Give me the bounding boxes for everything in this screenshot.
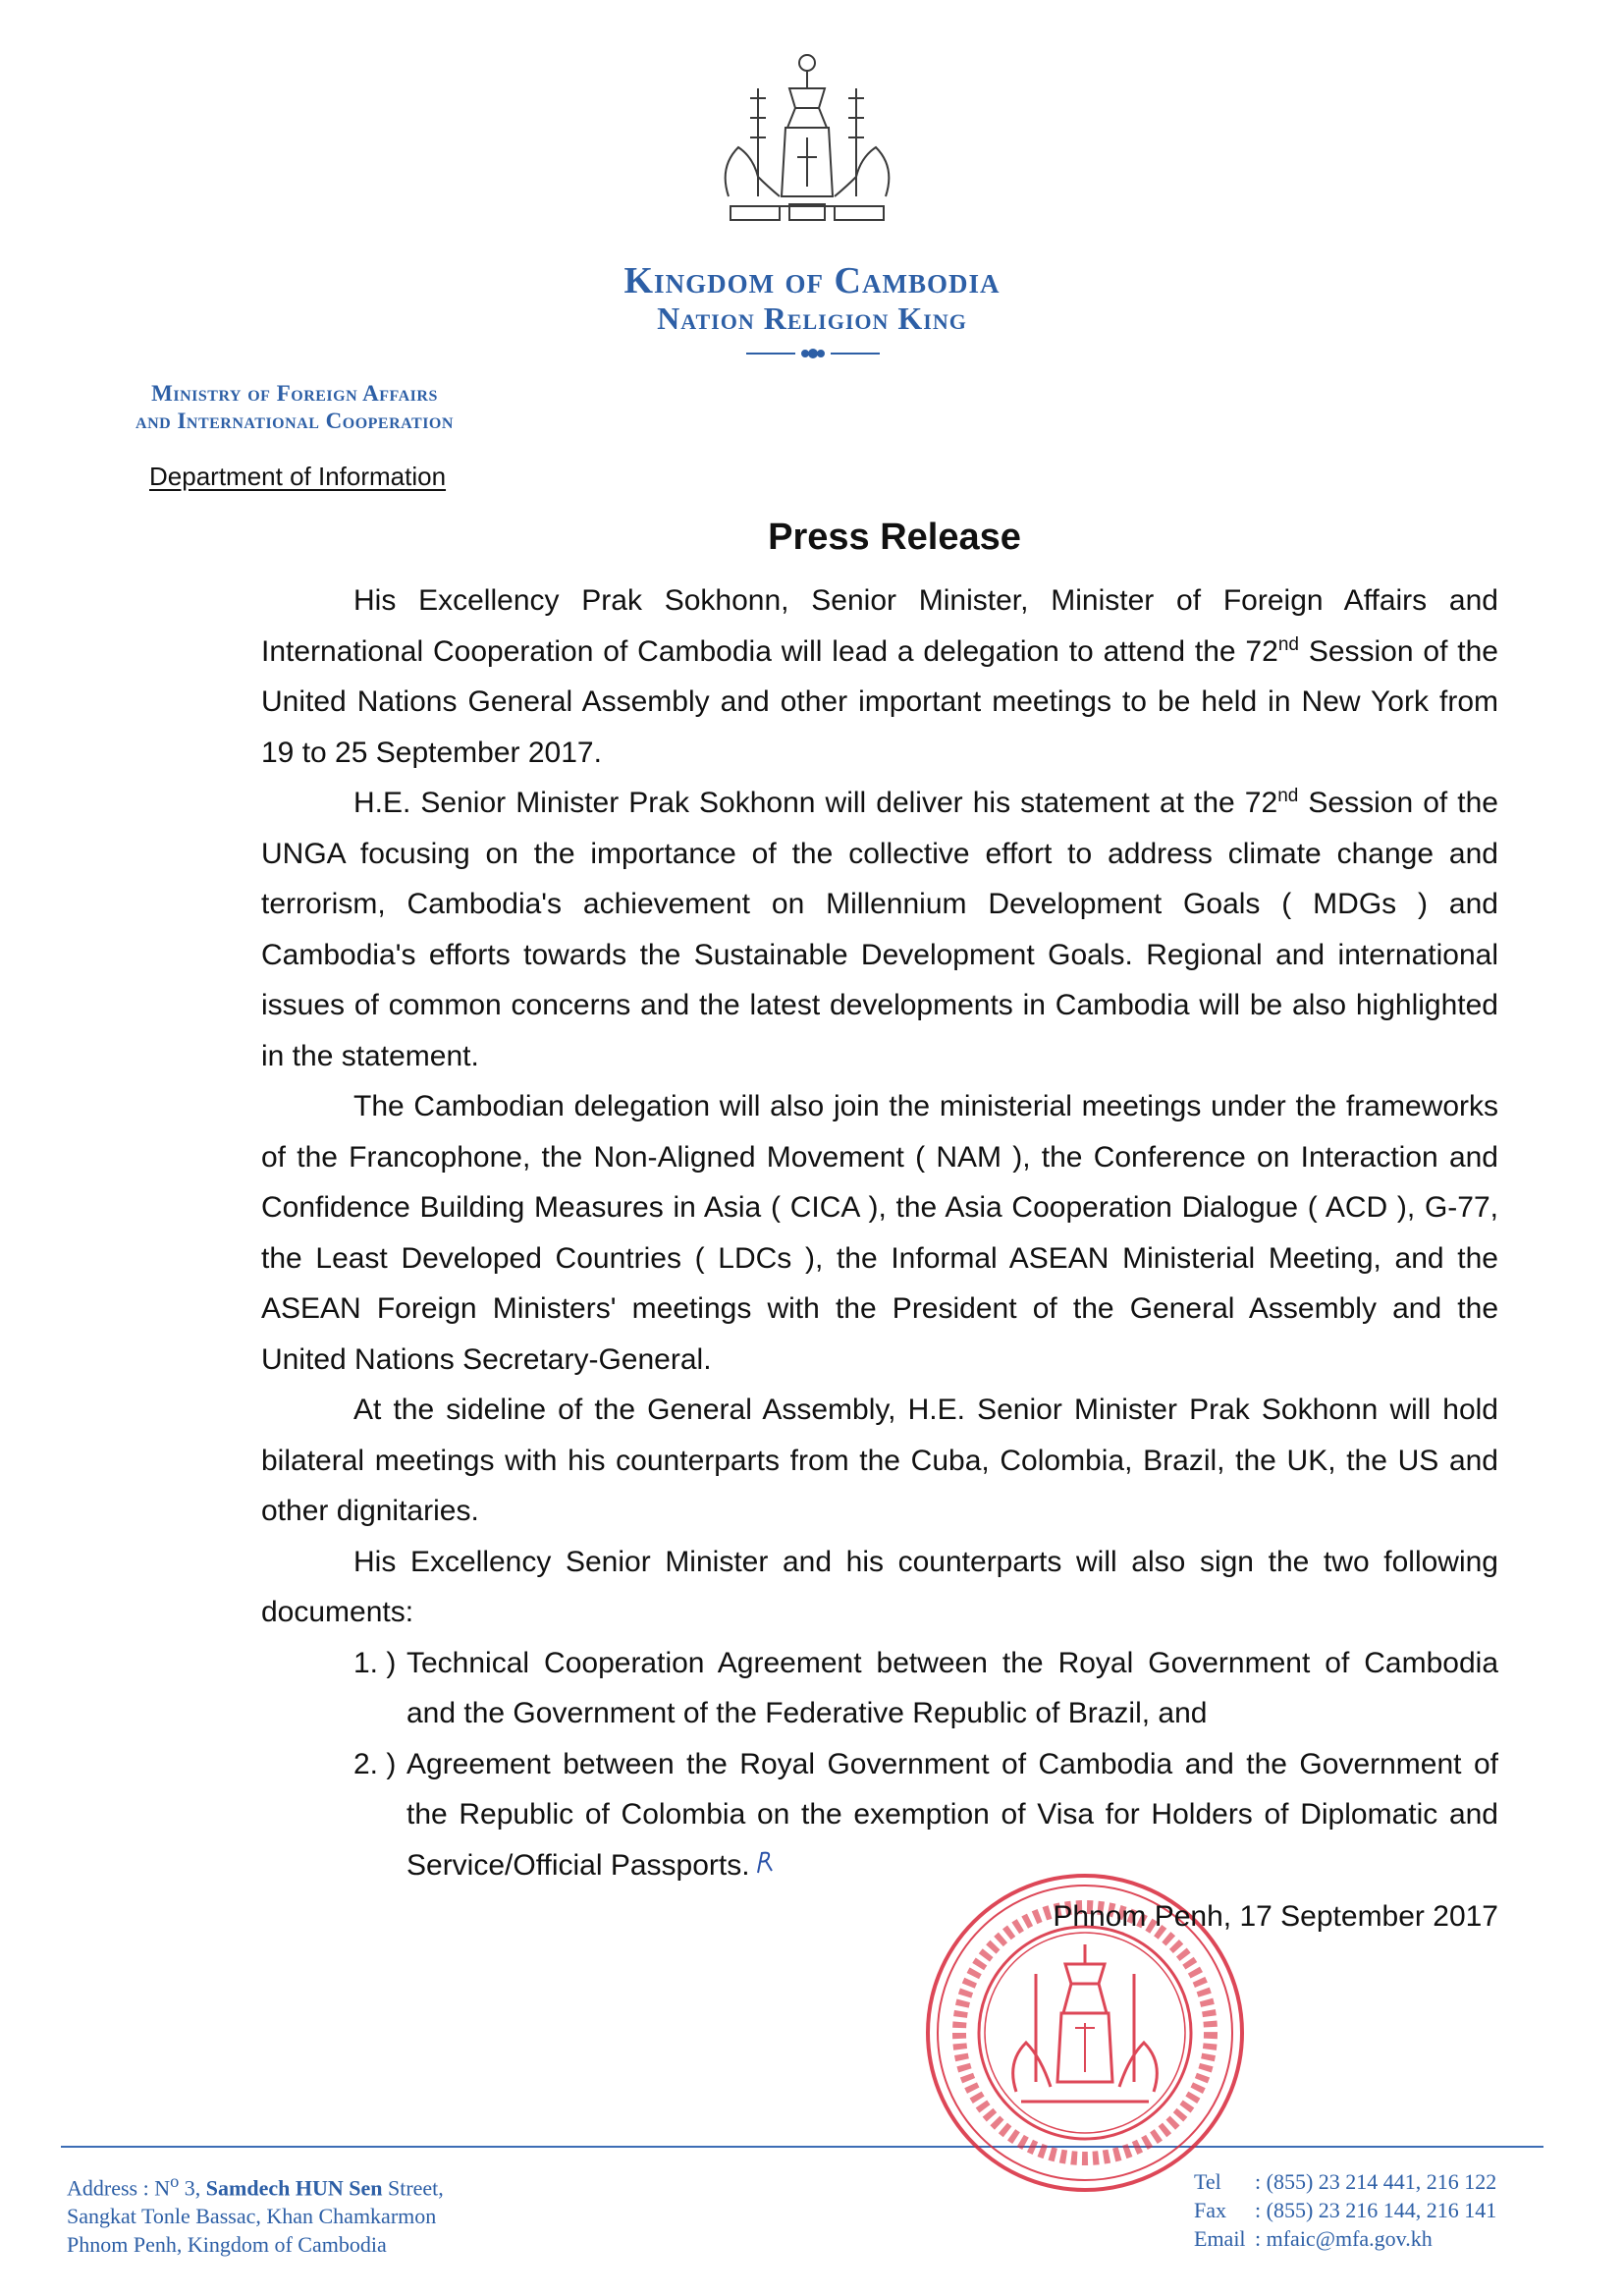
address-line-2: Sangkat Tonle Bassac, Khan Chamkarmon xyxy=(67,2204,437,2229)
list-item xyxy=(261,1638,1498,1739)
handwritten-initials-icon xyxy=(754,1849,776,1875)
royal-coat-of-arms-icon xyxy=(699,49,915,236)
paragraph-4: At the sideline of the General Assembly, H.E. Senior Minister Prak Sokhonn will hold bilateral meetings with his counterparts from the Cuba, Colombia, Brazil, the UK, the US and other dignitaries. xyxy=(261,1394,1498,1527)
page-title: Press Release xyxy=(768,517,1021,558)
address-street-suffix: Street, xyxy=(382,2175,444,2201)
ordinal-suffix: nd xyxy=(1277,786,1299,806)
tel-label: Tel xyxy=(1194,2169,1221,2194)
ornament-divider-icon xyxy=(746,346,880,361)
list-item-number: 2. ) xyxy=(353,1747,397,1780)
department-name: Department of Information xyxy=(149,462,447,491)
ministry-name-line2: and International Cooperation xyxy=(135,409,454,433)
date-line: Phnom Penh, 17 September 2017 xyxy=(1053,1900,1498,1933)
paragraph-1-text-a: His Excellency Prak Sokhonn, Senior Minister, Minister of Foreign Affairs and International Cooperation of Cambodia will lead a delegation to attend the 72 xyxy=(261,584,1498,668)
list-item-text: Technical Cooperation Agreement between the Royal Government of Cambodia and the Government of the Federative Republic of Brazil, and xyxy=(406,1646,1498,1729)
list-item-number: 1. ) xyxy=(353,1646,397,1679)
footer-address xyxy=(67,2167,617,2259)
email-row xyxy=(1194,2224,1547,2253)
kingdom-motto: Nation Religion King xyxy=(657,301,967,336)
tel-value: : (855) 23 214 441, 216 122 xyxy=(1255,2169,1497,2194)
fax-row xyxy=(1194,2196,1547,2224)
fax-label: Fax xyxy=(1194,2198,1226,2222)
paragraph-2-text-a: H.E. Senior Minister Prak Sokhonn will deliver his statement at the 72 xyxy=(353,787,1278,819)
kingdom-title: Kingdom of Cambodia xyxy=(623,260,1001,301)
ministry-name-line1: Ministry of Foreign Affairs xyxy=(151,381,438,406)
paragraph-3: The Cambodian delegation will also join the ministerial meetings under the frameworks of the Francophone, the Non-Aligned Movement ( NAM ), the Conference on Interaction and Confidence Building Measures in Asia ( CICA ), the Asia Cooperation Dialogue ( ACD ), G-77, the Least Developed Countries ( LDCs ), the Informal ASEAN Ministerial Meeting, and the ASEAN Foreign Ministers' meetings with the President of the General Assembly and the United Nations Secretary-General. xyxy=(261,1090,1498,1376)
address-number: 3, xyxy=(179,2175,206,2201)
email-label: Email xyxy=(1194,2226,1246,2251)
address-label: Address : N xyxy=(67,2175,171,2201)
address-street-name: Samdech HUN Sen xyxy=(205,2175,383,2201)
paragraph-5: His Excellency Senior Minister and his counterparts will also sign the two following documents: xyxy=(261,1545,1498,1628)
documents-list xyxy=(261,1638,1498,1891)
paragraph-2 xyxy=(261,778,1498,1081)
fax-value: : (855) 23 216 144, 216 141 xyxy=(1255,2198,1497,2222)
press-release-body xyxy=(261,575,1498,1890)
ordinal-suffix: nd xyxy=(1277,633,1299,655)
paragraph-1-text-b: Session of the United Nations General Assembly and other important meetings to be held in New York from 19 to 25 September 2017. xyxy=(261,634,1498,769)
paragraph-2-text-b: Session of the UNGA focusing on the importance of the collective effort to address climate change and terrorism, Cambodia's achievement on Millennium Development Goals ( MDGs ) and Cambodia's efforts towards the Sustainable Development Goals. Regional and international issues of common concerns and the latest developments in Cambodia will be also highlighted in the statement. xyxy=(261,787,1498,1072)
address-line-3: Phnom Penh, Kingdom of Cambodia xyxy=(67,2232,387,2258)
address-number-superscript: o xyxy=(170,2171,180,2191)
email-value[interactable]: : mfaic@mfa.gov.kh xyxy=(1255,2226,1433,2251)
footer-divider xyxy=(61,2146,1543,2148)
paragraph-1 xyxy=(261,575,1498,778)
address-line-1 xyxy=(67,2167,617,2202)
list-item-text: Agreement between the Royal Government of Cambodia and the Government of the Republic of Colombia on the exemption of Visa for Holders of Diplomatic and Service/Official Passports. xyxy=(406,1747,1498,1882)
list-item xyxy=(261,1739,1498,1891)
